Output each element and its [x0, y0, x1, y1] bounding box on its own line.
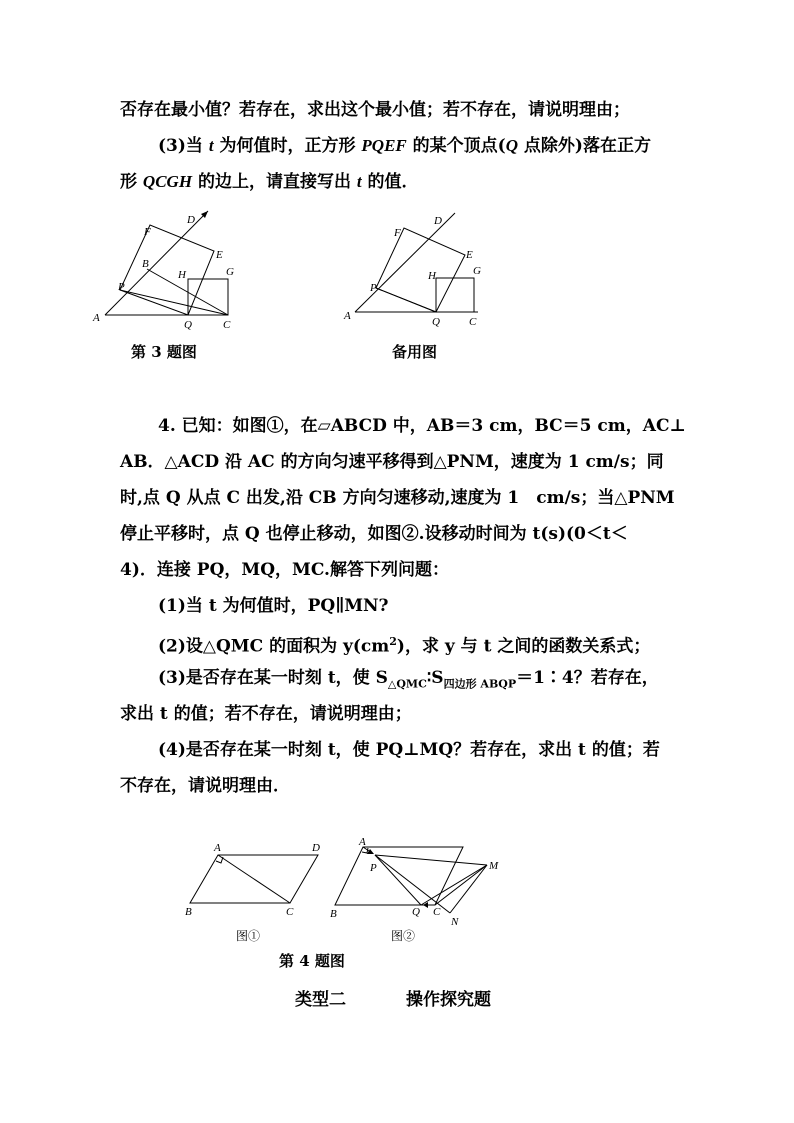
segment-qm: [421, 865, 487, 905]
label-g: G: [473, 265, 481, 277]
subscript: △QMC: [387, 677, 427, 691]
var-q: Q: [505, 136, 519, 155]
segment-pn: [375, 855, 450, 913]
section-title: 操作探究题: [406, 990, 491, 1010]
label-n: N: [451, 916, 459, 928]
label-b: B: [330, 908, 337, 920]
text-run: 的某个顶点(: [406, 136, 506, 156]
line-ad: [355, 213, 455, 312]
segment-pq: [376, 288, 436, 312]
q4-sub3: [158, 668, 659, 694]
label-b: B: [142, 258, 149, 270]
label-c: C: [223, 319, 231, 331]
label-q: Q: [432, 316, 440, 328]
text-run: 的值．: [361, 172, 419, 192]
q3-line1: 否存在最小值？若存在，求出这个最小值；若不存在，请说明理由；: [120, 100, 630, 120]
q4-line1: 4. 已知：如图①，在▱ABCD 中，AB＝3 cm，BC＝5 cm，AC⊥: [158, 416, 686, 436]
label-q: Q: [412, 906, 420, 918]
label-a: A: [344, 310, 351, 322]
var-qcgh: QCGH: [142, 172, 193, 191]
q4-sub2: [158, 632, 650, 657]
q4-line5: 4)．连接 PQ，MQ，MC.解答下列问题：: [120, 560, 449, 580]
section-label: 类型二: [295, 990, 346, 1010]
square-qcgh: [436, 278, 474, 312]
label-c: C: [469, 316, 477, 328]
q4-line2: AB．△ACD 沿 AC 的方向匀速平移得到△PNM，速度为 1 cm/s；同: [120, 452, 664, 472]
text-run: 点除外)落在正方: [518, 136, 651, 156]
segment-pc: [120, 290, 228, 315]
q3-part3-line1: [158, 136, 651, 156]
label-p: P: [118, 281, 125, 293]
label-e: E: [466, 249, 473, 261]
q4-sub3-line2: 求出 t 的值；若不存在，请说明理由；: [120, 704, 412, 724]
label-c: C: [286, 906, 294, 918]
text-run: (3)是否存在某一时刻 t，使 S: [158, 668, 388, 688]
text-run: 为何值时，正方形: [213, 136, 362, 156]
label-p: P: [370, 862, 377, 874]
q4-sub1: (1)当 t 为何值时，PQ∥MN?: [158, 596, 389, 616]
label-h: H: [428, 270, 436, 282]
label-m: M: [489, 860, 499, 872]
label-d: D: [187, 214, 195, 226]
q4-figure-1-caption: 图①: [236, 929, 261, 943]
text-run: ∶S: [426, 668, 444, 688]
q4-sub4: (4)是否存在某一时刻 t，使 PQ⊥MQ？若存在，求出 t 的值；若: [158, 740, 660, 760]
label-a: A: [93, 312, 100, 324]
label-a: A: [359, 836, 366, 848]
segment-pm: [375, 855, 487, 865]
label-f: F: [394, 227, 401, 239]
q3-spare-figure-caption: 备用图: [392, 343, 438, 361]
q4-figure-2-caption: 图②: [391, 929, 416, 943]
text-run: 的边上，请直接写出: [192, 172, 357, 192]
q4-line4: 停止平移时，点 Q 也停止移动，如图②.设移动时间为 t(s)(0＜t＜: [120, 524, 628, 544]
label-h: H: [178, 269, 186, 281]
q4-figure-caption: 第 4 题图: [279, 952, 345, 970]
label-g: G: [226, 266, 234, 278]
label-e: E: [216, 249, 223, 261]
text-run: )，求 y 与 t 之间的函数关系式；: [396, 636, 651, 657]
q4-line3: 时,点 Q 从点 C 出发,沿 CB 方向匀速移动,速度为 1 cm/s；当△PNM: [120, 488, 675, 508]
square-qcgh: [188, 279, 228, 315]
q3-spare-figure: [340, 205, 500, 335]
square-pqef: [120, 225, 214, 315]
subscript: 四边形 ABQP: [443, 677, 517, 691]
q4-figure-1: [180, 835, 330, 920]
superscript: 2: [389, 635, 397, 648]
label-p: P: [370, 282, 377, 294]
text-run: (3)当: [158, 136, 209, 156]
q3-figure-caption: 第 3 题图: [131, 343, 197, 361]
q4-figure-2: [325, 835, 510, 930]
q3-figure: [90, 205, 250, 335]
text-run: (2)设△QMC 的面积为 y(cm: [158, 636, 390, 657]
label-a: A: [214, 842, 221, 854]
square-pqef: [376, 228, 465, 312]
q4-sub4-line2: 不存在，请说明理由．: [120, 776, 290, 796]
parallelogram-abcd: [335, 847, 463, 905]
label-q: Q: [184, 319, 192, 331]
diagonal-ac: [218, 855, 290, 903]
q3-part3-line2: [120, 172, 419, 192]
segment-pq: [375, 855, 421, 905]
var-pqef: PQEF: [361, 136, 407, 155]
text-run: ＝1∶4？若存在，: [516, 668, 659, 688]
var-t: t: [208, 136, 214, 155]
text-run: 形: [120, 172, 143, 192]
label-b: B: [185, 906, 192, 918]
ray-ad: [105, 211, 208, 315]
label-d: D: [312, 842, 320, 854]
label-d: D: [434, 215, 442, 227]
label-c: C: [433, 906, 441, 918]
label-f: F: [144, 226, 151, 238]
var-t: t: [356, 172, 362, 191]
